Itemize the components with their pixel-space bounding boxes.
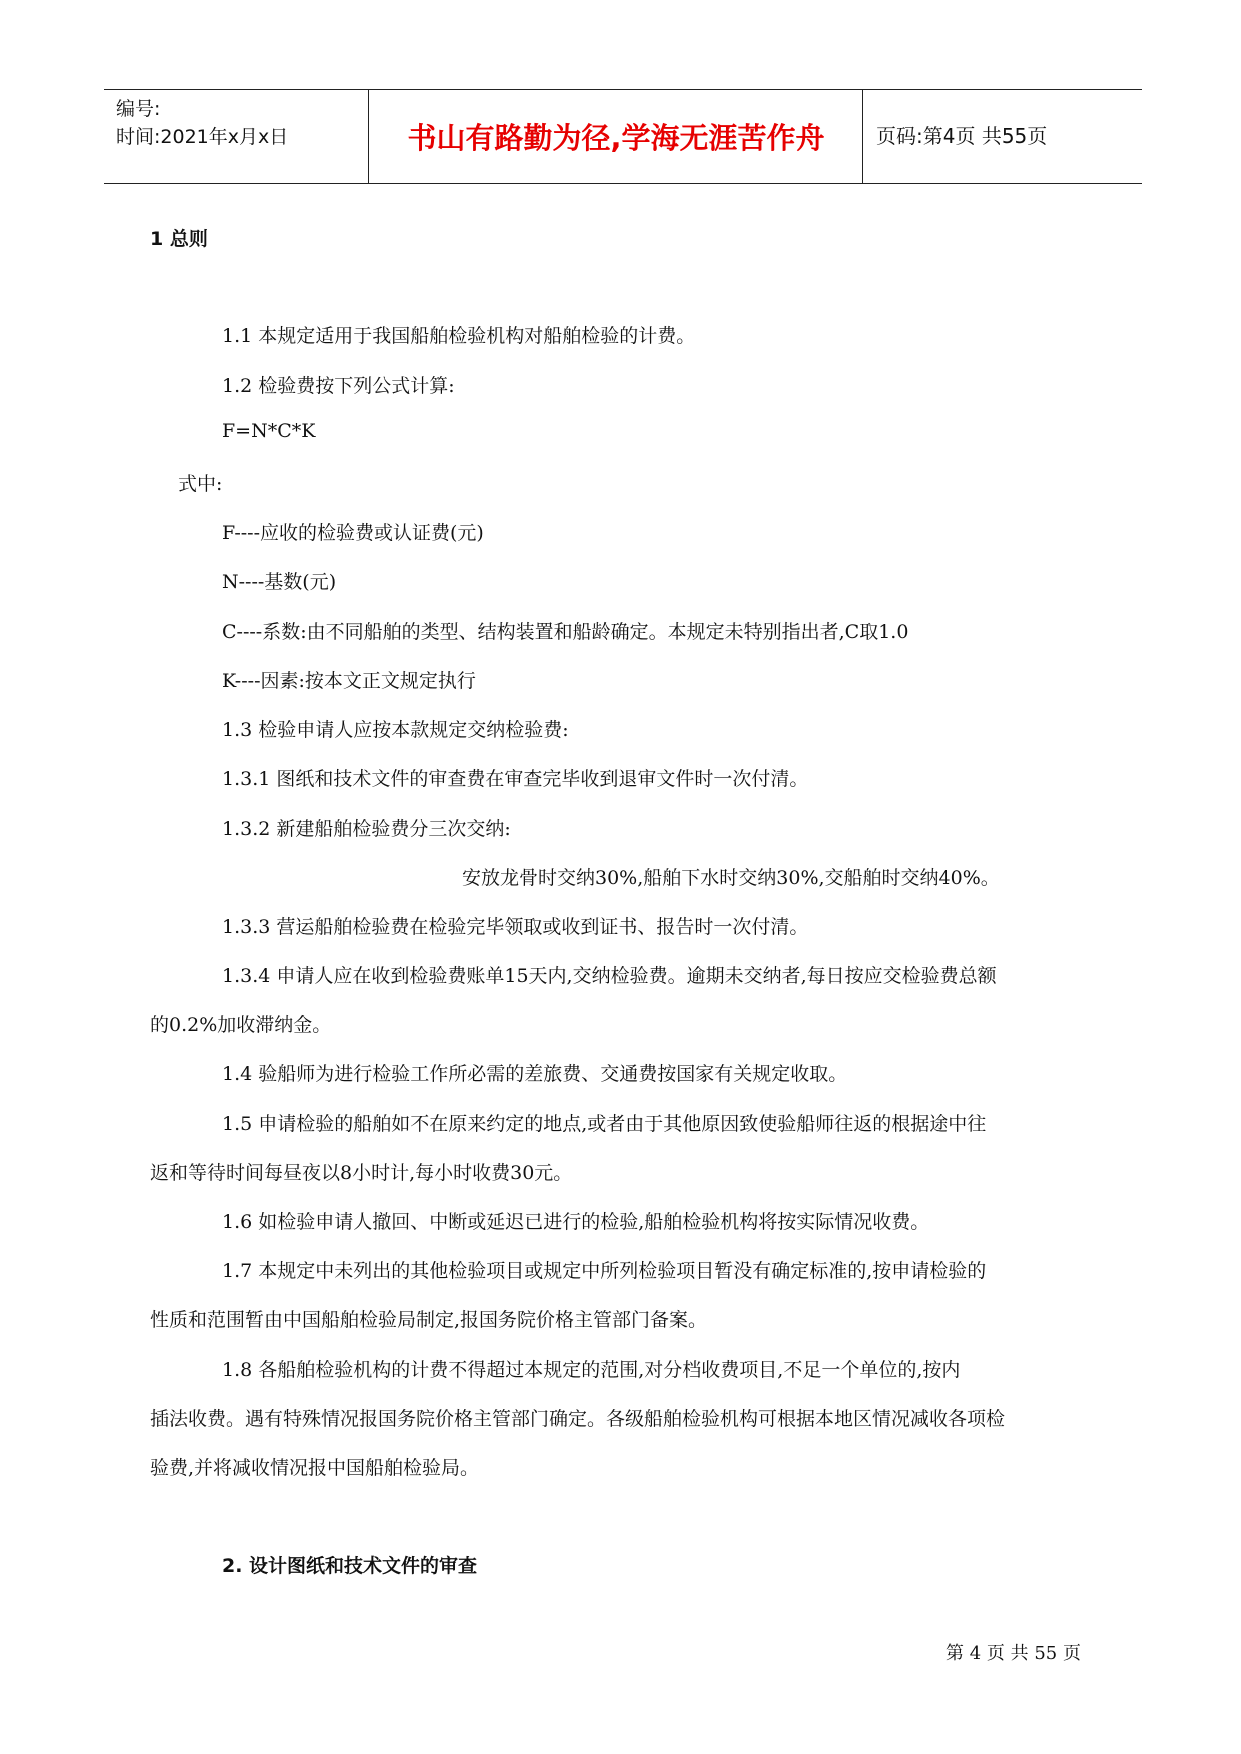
header-page-label: 页码:第4页 共55页: [876, 124, 1048, 148]
paragraph-line: K----因素:按本文正文规定执行: [222, 670, 476, 692]
paragraph-line: 1.3.3 营运船舶检验费在检验完毕领取或收到证书、报告时一次付清。: [222, 916, 809, 938]
paragraph-line: 1.1 本规定适用于我国船舶检验机构对船舶检验的计费。: [222, 325, 696, 347]
paragraph-line: 1.6 如检验申请人撤回、中断或延迟已进行的检验,船舶检验机构将按实际情况收费。: [222, 1211, 930, 1233]
paragraph-line: 1.7 本规定中未列出的其他检验项目或规定中所列检验项目暂没有确定标准的,按申请检验的: [222, 1260, 987, 1282]
paragraph-line: 安放龙骨时交纳30%,船舶下水时交纳30%,交船舶时交纳40%。: [462, 867, 1000, 889]
section2-title: 2. 设计图纸和技术文件的审查: [222, 1555, 478, 1577]
document-header: [104, 89, 1142, 184]
header-number-label: 编号:: [116, 98, 161, 120]
paragraph-line: 1.3.2 新建船舶检验费分三次交纳:: [222, 818, 511, 840]
paragraph-line: 1.3.1 图纸和技术文件的审查费在审查完毕收到退审文件时一次付清。: [222, 768, 809, 790]
header-time-label: 时间:2021年x月x日: [116, 126, 289, 148]
section1-title: 1 总则: [150, 228, 208, 250]
paragraph-line: 1.2 检验费按下列公式计算:: [222, 375, 455, 397]
paragraph-line: 的0.2%加收滞纳金。: [150, 1014, 332, 1036]
paragraph-line: 1.4 验船师为进行检验工作所必需的差旅费、交通费按国家有关规定收取。: [222, 1063, 848, 1085]
paragraph-line: 1.5 申请检验的船舶如不在原来约定的地点,或者由于其他原因致使验船师往返的根据途中往: [222, 1113, 987, 1135]
formula-line: F=N*C*K: [222, 420, 316, 442]
page-footer: 第 4 页 共 55 页: [946, 1643, 1081, 1664]
paragraph-line: 验费,并将减收情况报中国船舶检验局。: [150, 1457, 480, 1479]
paragraph-line: 1.8 各船舶检验机构的计费不得超过本规定的范围,对分档收费项目,不足一个单位的,按内: [222, 1359, 961, 1381]
paragraph-line: F----应收的检验费或认证费(元): [222, 522, 484, 544]
paragraph-line: N----基数(元): [222, 571, 337, 593]
paragraph-line: 1.3.4 申请人应在收到检验费账单15天内,交纳检验费。逾期未交纳者,每日按应交检验费总额: [222, 965, 997, 987]
paragraph-line: C----系数:由不同船舶的类型、结构装置和船龄确定。本规定未特别指出者,C取1.0: [222, 621, 909, 643]
paragraph-line: 插法收费。遇有特殊情况报国务院价格主管部门确定。各级船舶检验机构可根据本地区情况减收各项检: [150, 1408, 1006, 1430]
paragraph-line: 返和等待时间每昼夜以8小时计,每小时收费30元。: [150, 1162, 573, 1184]
header-motto: 书山有路勤为径,学海无涯苦作舟: [370, 90, 863, 183]
paragraph-line: 性质和范围暂由中国船舶检验局制定,报国务院价格主管部门备案。: [150, 1309, 708, 1331]
header-meta: [104, 90, 369, 183]
paragraph-line: 1.3 检验申请人应按本款规定交纳检验费:: [222, 719, 569, 741]
paragraph-line: 式中:: [178, 473, 223, 495]
